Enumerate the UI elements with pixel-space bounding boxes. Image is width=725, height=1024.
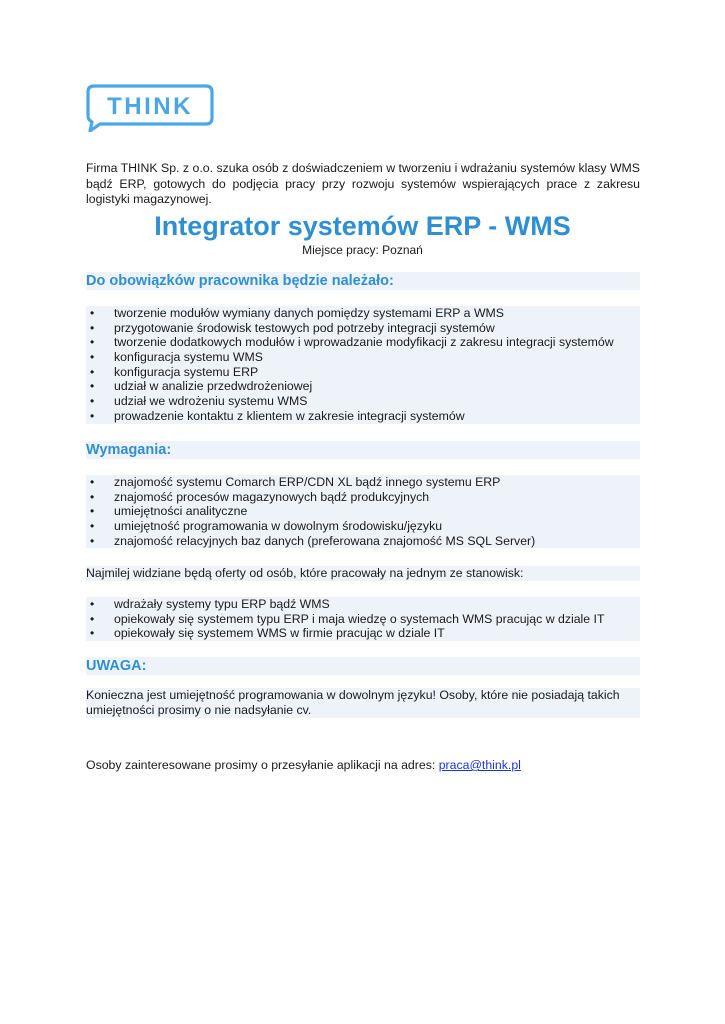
list-item: • tworzenie dodatkowych modułów i wprowadzanie modyfikacji z zakresu integracji systemów bbox=[86, 335, 640, 350]
contact-line bbox=[86, 758, 521, 773]
note-heading: UWAGA: bbox=[86, 657, 640, 675]
list-item: • udział w analizie przedwdrożeniowej bbox=[86, 379, 640, 394]
list-item: • opiekowały się systemem typu ERP i maja wiedzę o systemach WMS pracując w dziale IT bbox=[86, 612, 640, 627]
list-item: • umiejętności analityczne bbox=[86, 504, 640, 519]
duties-list bbox=[86, 306, 640, 424]
list-item: • znajomość relacyjnych baz danych (preferowana znajomość MS SQL Server) bbox=[86, 534, 640, 549]
think-logo bbox=[86, 84, 214, 132]
list-item: • prowadzenie kontaktu z klientem w zakresie integracji systemów bbox=[86, 409, 640, 424]
preferred-list bbox=[86, 597, 640, 641]
logo-text: THINK bbox=[107, 93, 193, 120]
list-item: • udział we wdrożeniu systemu WMS bbox=[86, 394, 640, 409]
list-item: • znajomość procesów magazynowych bądź produkcyjnych bbox=[86, 490, 640, 505]
requirements-heading: Wymagania: bbox=[86, 441, 640, 459]
list-item: • konfiguracja systemu ERP bbox=[86, 365, 640, 380]
list-item: • tworzenie modułów wymiany danych pomiędzy systemami ERP a WMS bbox=[86, 306, 640, 321]
note-text: Konieczna jest umiejętność programowania w dowolnym języku! Osoby, które nie posiadają takich umiejętności prosimy o nie nadsyłanie cv. bbox=[86, 688, 640, 718]
intro-text: Firma THINK Sp. z o.o. szuka osób z doświadczeniem w tworzeniu i wdrażaniu systemów klasy WMS bądź ERP, gotowych do podjęcia pracy przy rozwoju systemów wspierających prace z zakresu logistyki magazynowej. bbox=[86, 161, 640, 207]
duties-heading: Do obowiązków pracownika będzie należało: bbox=[86, 272, 640, 290]
email-link[interactable]: praca@think.pl bbox=[438, 758, 521, 772]
list-item: • znajomość systemu Comarch ERP/CDN XL bądź innego systemu ERP bbox=[86, 475, 640, 490]
list-item: • wdrażały systemy typu ERP bądź WMS bbox=[86, 597, 640, 612]
requirements-list bbox=[86, 475, 640, 548]
list-item: • umiejętność programowania w dowolnym środowisku/języku bbox=[86, 519, 640, 534]
list-item: • konfiguracja systemu WMS bbox=[86, 350, 640, 365]
contact-text: Osoby zainteresowane prosimy o przesyłanie aplikacji na adres: bbox=[86, 758, 439, 772]
list-item: • opiekowały się systemem WMS w firmie pracując w dziale IT bbox=[86, 626, 640, 641]
job-location: Miejsce pracy: Poznań bbox=[302, 243, 423, 257]
list-item: • przygotowanie środowisk testowych pod potrzeby integracji systemów bbox=[86, 321, 640, 336]
job-title: Integrator systemów ERP - WMS bbox=[154, 211, 571, 241]
preferred-intro: Najmilej widziane będą oferty od osób, które pracowały na jednym ze stanowisk: bbox=[86, 566, 640, 581]
